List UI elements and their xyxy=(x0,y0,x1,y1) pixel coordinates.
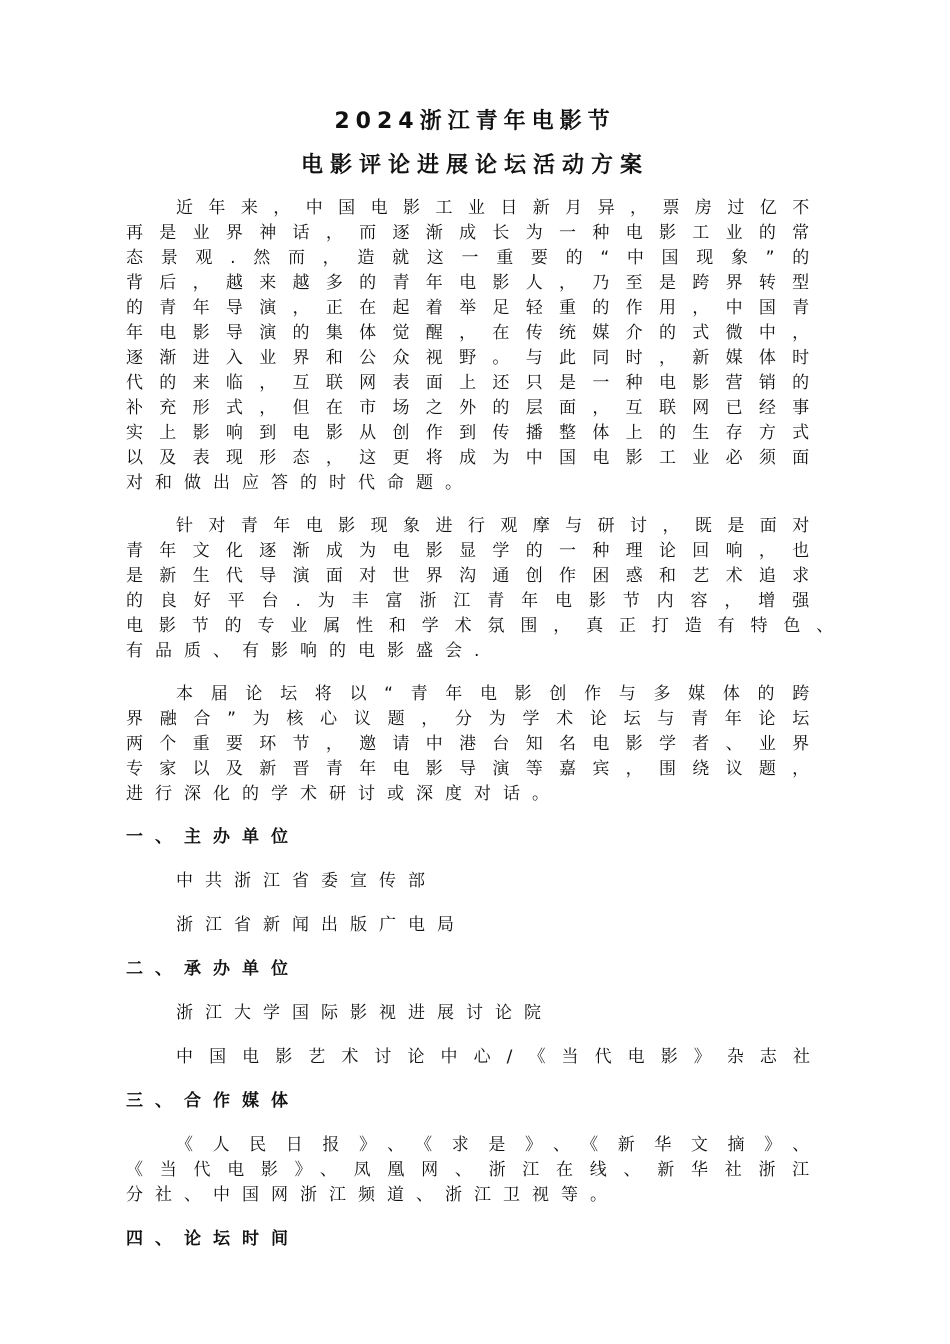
section-heading-hosts: 二、承办单位 xyxy=(126,959,300,979)
section-heading-time: 四、论坛时间 xyxy=(126,1229,300,1249)
paragraph-line: 《人民日报》、《求是》、《新华文摘》、 xyxy=(176,1135,816,1155)
paragraph-line: 年电影导演的集体觉醒，在传统媒介的式微中， xyxy=(126,323,816,343)
paragraph-line: 《当代电影》、凤凰网、浙江在线、新华社浙江 xyxy=(126,1160,816,1180)
paragraph-line: 进行深化的学术研讨或深度对话。 xyxy=(126,784,561,804)
paragraph-line: 电影节的专业属性和学术氛围，真正打造有特色、 xyxy=(126,616,840,636)
paragraph-line: 青年文化逐渐成为电影显学的一种理论回响，也 xyxy=(126,541,816,561)
paragraph-line: 本届论坛将以“青年电影创作与多媒体的跨 xyxy=(176,684,816,704)
paragraph-line: 两个重要环节，邀请中港台知名电影学者、业界 xyxy=(126,734,816,754)
organizer-item: 浙江省新闻出版广电局 xyxy=(176,915,466,935)
paragraph-line: 的良好平台.为丰富浙江青年电影节内容，增强 xyxy=(126,591,816,611)
document-title-line2: 电影评论进展论坛活动方案 xyxy=(300,153,649,178)
paragraph-line: 分社、中国网浙江频道、浙江卫视等。 xyxy=(126,1185,619,1205)
paragraph-line: 是新生代导演面对世界沟通创作困惑和艺术追求 xyxy=(126,566,816,586)
host-item: 中国电影艺术讨论中心/《当代电影》杂志社 xyxy=(176,1047,816,1067)
paragraph-line: 态景观.然而，造就这一重要的“中国现象”的 xyxy=(126,248,816,268)
paragraph-line: 补充形式，但在市场之外的层面，互联网已经事 xyxy=(126,398,816,418)
paragraph-line: 针对青年电影现象进行观摩与研讨，既是面对 xyxy=(176,516,816,536)
organizer-item: 中共浙江省委宣传部 xyxy=(176,871,437,891)
paragraph-line: 有品质、有影响的电影盛会. xyxy=(126,641,492,661)
paragraph-line: 逐渐进入业界和公众视野。与此同时，新媒体时 xyxy=(126,348,816,368)
section-heading-organizers: 一、主办单位 xyxy=(126,827,300,847)
paragraph-line: 对和做出应答的时代命题。 xyxy=(126,473,474,493)
paragraph-line: 背后，越来越多的青年电影人，乃至是跨界转型 xyxy=(126,273,816,293)
section-heading-media: 三、合作媒体 xyxy=(126,1091,300,1111)
paragraph-line: 代的来临，互联网表面上还只是一种电影营销的 xyxy=(126,373,816,393)
paragraph-line: 实上影响到电影从创作到传播整体上的生存方式 xyxy=(126,423,816,443)
paragraph-line: 专家以及新晋青年电影导演等嘉宾，围绕议题， xyxy=(126,759,816,779)
paragraph-line: 以及表现形态，这更将成为中国电影工业必须面 xyxy=(126,448,816,468)
paragraph-line: 的青年导演，正在起着举足轻重的作用，中国青 xyxy=(126,298,816,318)
paragraph-line: 再是业界神话，而逐渐成长为一种电影工业的常 xyxy=(126,223,816,243)
document-title-line1: 2024浙江青年电影节 xyxy=(334,109,616,134)
paragraph-line: 界融合”为核心议题，分为学术论坛与青年论坛 xyxy=(126,709,816,729)
host-item: 浙江大学国际影视进展讨论院 xyxy=(176,1003,553,1023)
paragraph-line: 近年来，中国电影工业日新月异，票房过亿不 xyxy=(176,198,816,218)
